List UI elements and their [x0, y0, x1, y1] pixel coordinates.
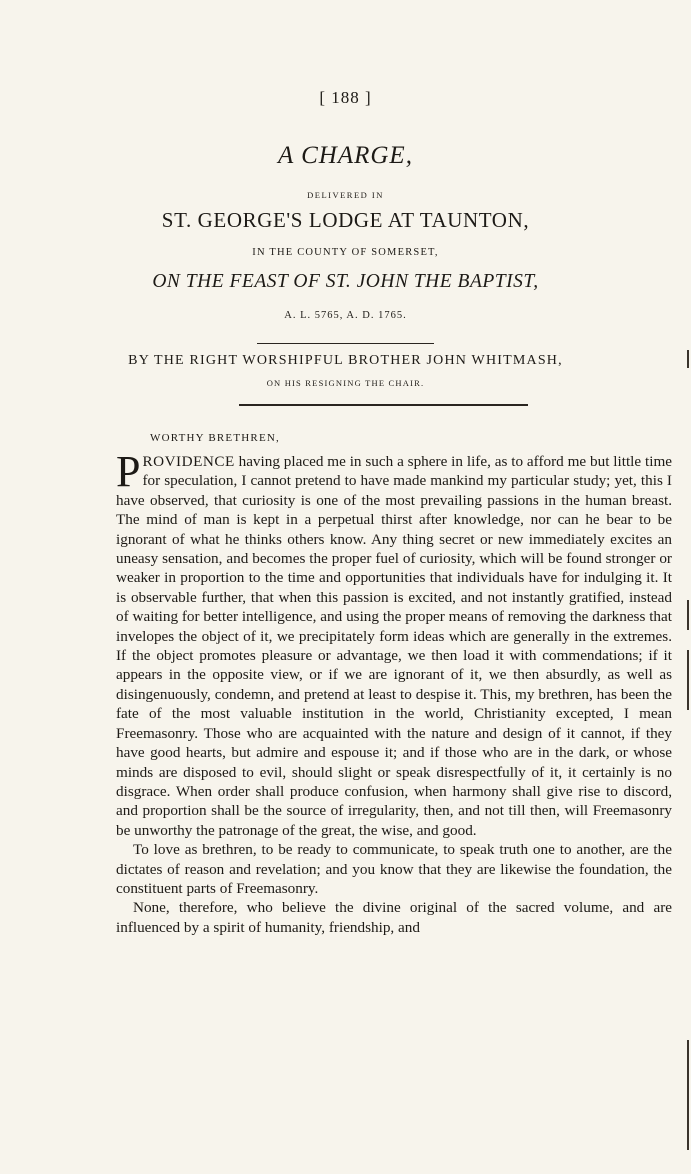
paragraph-3: None, therefore, who believe the divine original of the sacred volume, and are influenced by a spirit of humanity, friendship, and [116, 899, 672, 936]
paragraph-2: To love as brethren, to be ready to communicate, to speak truth one to another, are the dictates of reason and revelation; and you know that they are likewise the foundation, the constituent parts of Freemasonry. [116, 841, 672, 897]
page-number: [ 188 ] [319, 88, 372, 107]
county-line: IN THE COUNTY OF SOMERSET, [252, 247, 439, 258]
feast-line: ON THE FEAST OF ST. JOHN THE BAPTIST, [152, 271, 539, 292]
paragraph-1 [116, 447, 672, 840]
charge-title: A CHARGE, [278, 142, 413, 169]
delivered-in-line: DELIVERED IN [307, 190, 384, 200]
divider-rule [257, 343, 434, 344]
page-edge-mark [687, 650, 689, 710]
page-edge-mark [687, 600, 689, 630]
lodge-name: ST. GEORGE'S LODGE AT TAUNTON, [161, 208, 530, 232]
date-line: A. L. 5765, A. D. 1765. [284, 310, 407, 321]
author-line: BY THE RIGHT WORSHIPFUL BROTHER JOHN WHITMASH, [128, 353, 563, 368]
drop-cap: P [116, 447, 141, 496]
charge-body [116, 447, 672, 937]
page-edge-mark [687, 350, 689, 368]
page-edge-mark [687, 1040, 689, 1150]
divider-rule-thick [239, 404, 528, 406]
salutation: WORTHY BRETHREN, [150, 432, 280, 444]
first-word: ROVIDENCE [142, 453, 235, 470]
resigning-line: ON HIS RESIGNING THE CHAIR. [266, 378, 425, 388]
paragraph-1-text: having placed me in such a sphere in life, as to afford me but little time for speculation, I cannot pretend to have made mankind my particular study; yet, this I have observed, that curiosity is one of the most prevailing passions in the human breast. The mind of man is kept in a perpetual thirst after knowledge, nor can he bear to be ignorant of what he thinks others know. Any thing secret or new immediately excites an uneasy sensation, and becomes the proper fuel of curiosity, which will be found stronger or weaker in proportion to the time and opportunities that individuals have for indulging it. It is observable further, that when this passion is excited, and not instantly gratified, instead of waiting for better intelligence, and using the proper means of removing the darkness that invelopes the object of it, we precipitately form ideas which are generally in the extremes. If the object promotes pleasure or advantage, we then load it with commendations; if it appears in the opposite view, or if we are ignorant of it, we then absurdly, as well as disingenuously, condemn, and pretend at least to despise it. This, my brethren, has been the fate of the most valuable institution in the world, Christianity excepted, I mean Freemasonry. Those who are acquainted with the nature and design of it cannot, if they have good hearts, but admire and espouse it; and if those who are in the dark, or whose minds are disposed to evil, should slight or speak disrespectfully of it, it certainly is no disgrace. When order shall produce confusion, when harmony shall give rise to discord, and proportion shall be the source of irregularity, then, and not till then, will Freemasonry be unworthy the patronage of the great, the wise, and good. [116, 453, 672, 839]
